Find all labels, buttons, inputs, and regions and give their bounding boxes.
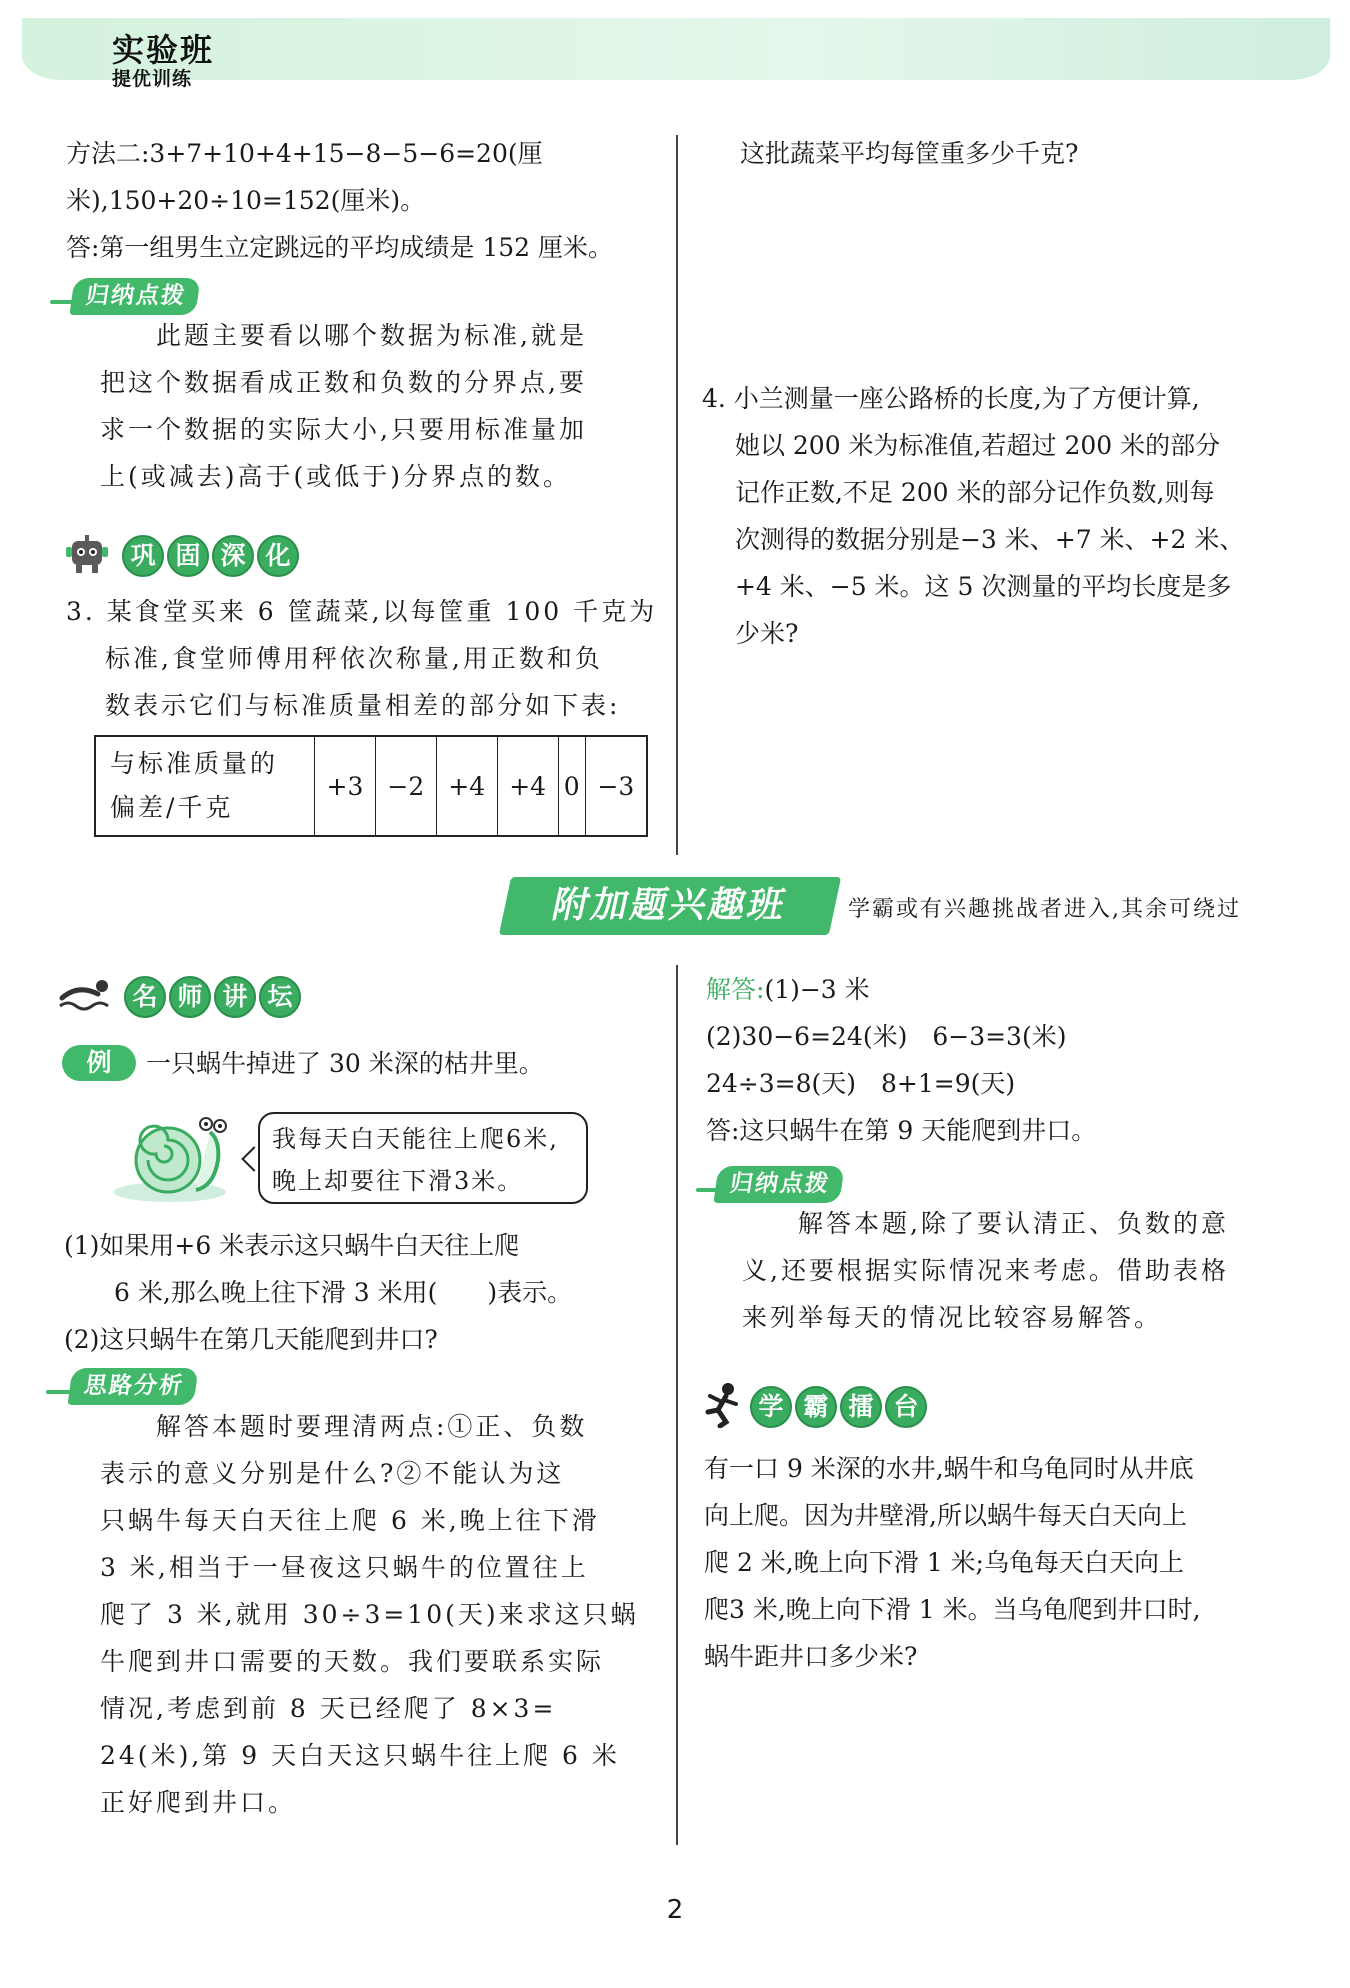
left-top-column: [66, 130, 613, 271]
method-line-1: 方法二:3+7+10+4+15−8−5−6=20(厘: [66, 139, 543, 168]
challenge-line: 蜗牛距井口多少米?: [704, 1642, 918, 1671]
answer-line: 24÷3=8(天) 8+1=9(天): [706, 1069, 1016, 1098]
table-cell: +3: [315, 736, 376, 836]
q4-line: 记作正数,不足 200 米的部分记作负数,则每: [702, 478, 1215, 507]
table-cell: −2: [375, 736, 436, 836]
page-number: 2: [666, 1895, 684, 1925]
answer-prefix: 解答:: [706, 975, 765, 1004]
section-char: 化: [257, 535, 299, 577]
challenge-text: [704, 1445, 1201, 1680]
brand-logo: [112, 32, 214, 90]
challenge-line: 有一口 9 米深的水井,蜗牛和乌龟同时从井底: [704, 1454, 1194, 1483]
tip-line: 把这个数据看成正数和负数的分界点,要: [100, 368, 587, 397]
tip2-line: 义,还要根据实际情况来考虑。借助表格: [742, 1256, 1229, 1285]
method-line-2: 米),150+20÷10=152(厘米)。: [66, 186, 426, 215]
table-cell: −3: [585, 736, 647, 836]
q4-line: 她以 200 米为标准值,若超过 200 米的部分: [702, 431, 1221, 460]
section-char: 讲: [214, 976, 256, 1018]
section-char: 学: [750, 1386, 792, 1428]
brand-main: 实验班: [112, 31, 215, 69]
tip-line: 上(或减去)高于(或低于)分界点的数。: [100, 462, 572, 491]
robot-icon: [62, 533, 114, 579]
section-char: 巩: [122, 535, 164, 577]
q4-line: 4. 小兰测量一座公路桥的长度,为了方便计算,: [702, 384, 1200, 413]
analysis-line: 3 米,相当于一昼夜这只蜗牛的位置往上: [100, 1553, 589, 1582]
q3-line: 标准,食堂师傅用秤依次称量,用正数和负: [66, 644, 603, 673]
section-char: 霸: [795, 1386, 837, 1428]
example-text: 一只蜗牛掉进了 30 米深的枯井里。: [146, 1049, 544, 1078]
analysis-line: 正好爬到井口。: [100, 1788, 297, 1817]
challenge-line: 爬 2 米,晚上向下滑 1 米;乌龟每天白天向上: [704, 1548, 1184, 1577]
table-cell: 0: [558, 736, 585, 836]
swimmer-icon: [58, 978, 116, 1016]
table-header-line: 与标准质量的: [110, 749, 279, 778]
table-header-cell: [95, 736, 315, 836]
column-divider-top: [676, 135, 678, 855]
speech-line: 晚上却要往下滑3米。: [272, 1167, 524, 1195]
tip-label: 归纳点拨: [69, 278, 200, 315]
speech-line: 我每天白天能往上爬6米,: [272, 1125, 559, 1153]
challenge-line: 向上爬。因为井壁滑,所以蜗牛每天白天向上: [704, 1501, 1187, 1530]
question-3: [66, 588, 657, 729]
q4-line: 少米?: [702, 619, 799, 648]
column-divider-bottom: [676, 965, 678, 1845]
q4-line: +4 米、−5 米。这 5 次测量的平均长度是多: [702, 572, 1232, 601]
answer-line: 答:这只蜗牛在第 9 天能爬到井口。: [706, 1116, 1097, 1145]
example-q-line: (2)这只蜗牛在第几天能爬到井口?: [64, 1325, 438, 1354]
answer-block: [706, 966, 1096, 1154]
analysis-line: 情况,考虑到前 8 天已经爬了 8×3=: [100, 1694, 557, 1723]
analysis-line: 只蜗牛每天白天往上爬 6 米,晚上往下滑: [100, 1506, 600, 1535]
analysis-line: 爬了 3 米,就用 30÷3=10(天)来求这只蜗: [100, 1600, 639, 1629]
example-tag: 例: [62, 1045, 136, 1081]
answer-line: (2)30−6=24(米) 6−3=3(米): [706, 1022, 1067, 1051]
section-char: 擂: [840, 1386, 882, 1428]
extra-class-banner: 附加题兴趣班: [499, 877, 841, 935]
example-q-line: 6 米,那么晚上往下滑 3 米用( )表示。: [64, 1278, 573, 1307]
banner-note: 学霸或有兴趣挑战者进入,其余可绕过: [848, 897, 1241, 922]
table-cell: +4: [497, 736, 558, 836]
section-char: 师: [169, 976, 211, 1018]
snail-icon: [110, 1110, 240, 1214]
runner-icon: [702, 1382, 742, 1432]
answer-line-1: [706, 966, 1096, 1013]
section-head-consolidate: [62, 533, 302, 579]
section-char: 深: [212, 535, 254, 577]
analysis-line: 24(米),第 9 天白天这只蜗牛往上爬 6 米: [100, 1741, 620, 1770]
brand-sub: 提优训练: [112, 68, 193, 90]
tip2-text: [742, 1200, 1229, 1341]
section-char: 固: [167, 535, 209, 577]
tip-line: 求一个数据的实际大小,只要用标准量加: [100, 415, 587, 444]
table-header-line: 偏差/千克: [110, 793, 234, 822]
deviation-table: [94, 735, 648, 837]
method-answer: 答:第一组男生立定跳远的平均成绩是 152 厘米。: [66, 233, 614, 262]
section-head-challenge: [702, 1382, 930, 1432]
q4-line: 次测得的数据分别是−3 米、+7 米、+2 米、: [702, 525, 1245, 554]
example-text-wrap: [146, 1040, 544, 1087]
analysis-label: 思路分析: [67, 1368, 198, 1405]
q3-line: 数表示它们与标准质量相差的部分如下表:: [66, 691, 621, 720]
section-char: 台: [885, 1386, 927, 1428]
right-top-column: [740, 130, 1078, 177]
tip-text: [100, 312, 587, 500]
section-char: 名: [124, 976, 166, 1018]
example-q-line: (1)如果用+6 米表示这只蜗牛白天往上爬: [64, 1231, 520, 1260]
question-4: [702, 375, 1244, 657]
speech-bubble: [258, 1112, 588, 1204]
challenge-line: 爬3 米,晚上向下滑 1 米。当乌龟爬到井口时,: [704, 1595, 1201, 1624]
tip2-line: 解答本题,除了要认清正、负数的意: [742, 1209, 1229, 1238]
example-questions: [64, 1222, 572, 1363]
header-band: [22, 18, 1330, 80]
section-head-teacher: [58, 976, 304, 1018]
tip2-line: 来列举每天的情况比较容易解答。: [742, 1303, 1163, 1332]
table-cell: +4: [436, 736, 497, 836]
analysis-text: [100, 1403, 639, 1826]
analysis-line: 解答本题时要理清两点:①正、负数: [100, 1412, 588, 1441]
answer-first: (1)−3 米: [764, 975, 870, 1004]
tip2-label: 归纳点拨: [713, 1166, 844, 1203]
q3-line: 3. 某食堂买来 6 筐蔬菜,以每筐重 100 千克为: [66, 597, 658, 626]
analysis-line: 牛爬到井口需要的天数。我们要联系实际: [100, 1647, 605, 1676]
q3-continuation: 这批蔬菜平均每筐重多少千克?: [740, 139, 1079, 168]
analysis-line: 表示的意义分别是什么?②不能认为这: [100, 1459, 565, 1488]
section-char: 坛: [259, 976, 301, 1018]
tip-line: 此题主要看以哪个数据为标准,就是: [100, 321, 587, 350]
